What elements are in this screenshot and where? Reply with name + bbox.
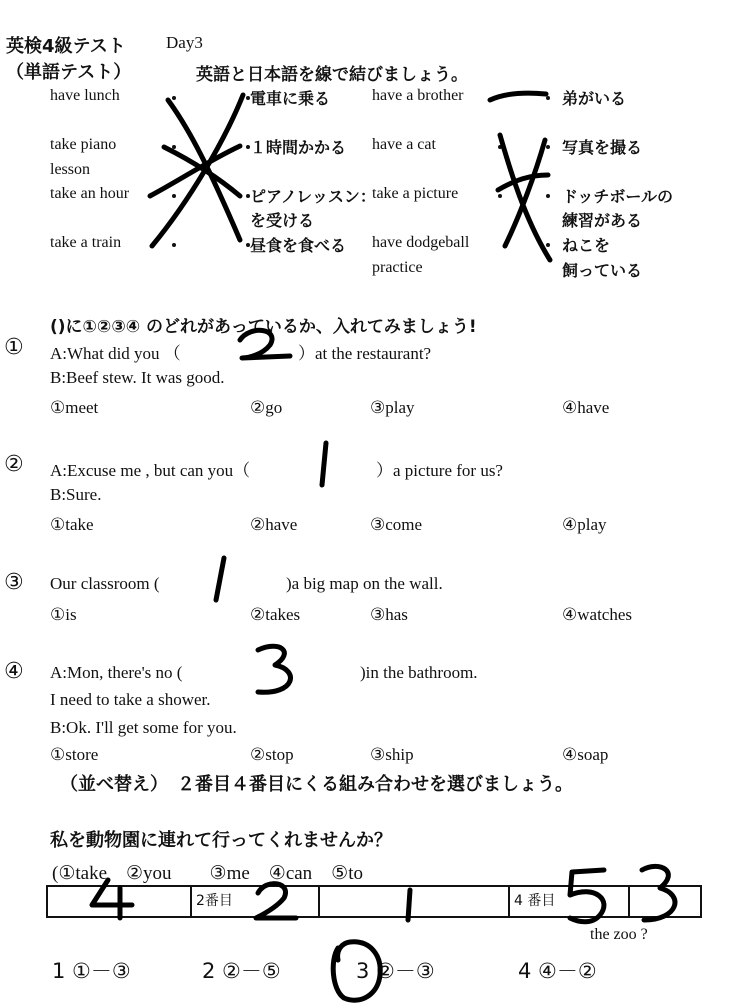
left-jp-3-text: ピアノレッスン (250, 187, 360, 206)
right-en-4: have dodgeball (372, 234, 470, 251)
cell-divider (190, 885, 192, 918)
q2-marker: ② (4, 452, 24, 477)
right-jp-4b: 飼っている (562, 261, 643, 280)
questions-instruction: ()に①②③④ のどれがあっているか、入れてみましょう! (50, 317, 477, 337)
q4-line2: I need to take a shower. (50, 690, 211, 709)
match-dot (172, 96, 176, 100)
q1-line1-prefix: A:What did you （ (50, 344, 181, 363)
match-dot (172, 145, 176, 149)
right-jp-3: ドッチボールの (562, 187, 674, 206)
q2-option-3: ③come (370, 515, 423, 534)
q1-option-4: ④have (562, 398, 610, 417)
q3-option-2: ②takes (250, 605, 301, 624)
handwritten-digit (216, 558, 224, 600)
left-jp-4: 昼食を食べる (250, 236, 347, 255)
cell-divider (508, 885, 510, 918)
choice-4: 4 ④－② (518, 959, 597, 983)
left-en-3: take an hour (50, 185, 130, 202)
day-label: Day3 (166, 33, 203, 52)
match-line (498, 175, 548, 190)
handwritten-digit (322, 443, 326, 485)
match-line (150, 146, 240, 196)
q4-option-3: ③ship (370, 745, 414, 764)
left-jp-3: ピアノレッスン： (250, 187, 376, 206)
q4-line1-prefix: A:Mon, there's no ( (50, 663, 183, 682)
choice-2: 2 ②－⑤ (202, 959, 281, 983)
right-jp-2: 写真を撮る (562, 138, 643, 157)
q3-option-4: ④watches (562, 605, 632, 624)
section-subtitle: （単語テスト） (6, 62, 132, 83)
q3-option-3: ③has (370, 605, 408, 624)
match-line (505, 140, 545, 246)
q4-line1-suffix: )in the bathroom. (360, 663, 478, 682)
q2-line1-prefix: A:Excuse me , but can you（ (50, 461, 251, 480)
test-title: 英検4級テスト (6, 36, 126, 57)
q4-option-4: ④soap (562, 745, 609, 764)
right-en-1: have a brother (372, 87, 464, 104)
choice-1: 1 ①－③ (52, 959, 131, 983)
match-dot (546, 96, 550, 100)
match-line (164, 147, 240, 196)
q1-line2: B:Beef stew. It was good. (50, 368, 225, 387)
match-dot (498, 145, 502, 149)
q3-marker: ③ (4, 570, 24, 595)
right-en-3: take a picture (372, 185, 459, 202)
left-en-2: take piano (50, 136, 117, 153)
q4-line3: B:Ok. I'll get some for you. (50, 718, 237, 737)
box-label-2nd: 2番目 (196, 893, 233, 909)
matching-instruction: 英語と日本語を線で結びましょう。 (196, 65, 468, 85)
choice-3: 3 ②－③ (356, 959, 435, 983)
match-line (152, 95, 243, 246)
left-en-2b: lesson (50, 161, 90, 178)
q2-line1-suffix: ）a picture for us? (376, 461, 503, 480)
reorder-answer-row (46, 885, 702, 918)
match-line (490, 93, 546, 100)
handwritten-digit (258, 646, 290, 692)
left-jp-1: 電車に乗る (250, 89, 331, 108)
q4-option-1: ①store (50, 745, 99, 764)
q3-line1-suffix: )a big map on the wall. (286, 574, 443, 593)
reorder-words: (①take ②you ③me ④can ⑤to (52, 863, 363, 884)
match-dot (172, 194, 176, 198)
right-en-4b: practice (372, 259, 423, 276)
q2-option-4: ④play (562, 515, 607, 534)
match-dot (546, 145, 550, 149)
reorder-tail: the zoo ? (590, 926, 648, 943)
q1-option-1: ①meet (50, 398, 99, 417)
q2-line2: B:Sure. (50, 485, 102, 504)
box-label-4th: 4 番目 (514, 893, 556, 909)
left-jp-3b: を受ける (250, 211, 315, 230)
match-line (168, 100, 240, 240)
left-en-1: have lunch (50, 87, 120, 104)
q1-marker: ① (4, 335, 24, 360)
q2-option-2: ②have (250, 515, 298, 534)
match-dot (498, 194, 502, 198)
right-en-2: have a cat (372, 136, 436, 153)
right-jp-3b: 練習がある (562, 211, 643, 230)
q1-option-3: ③play (370, 398, 415, 417)
cell-divider (628, 885, 630, 918)
match-dot (546, 243, 550, 247)
left-jp-2: １時間かかる (250, 138, 347, 157)
q4-marker: ④ (4, 659, 24, 684)
right-jp-1: 弟がいる (562, 89, 627, 108)
q4-option-2: ②stop (250, 745, 294, 764)
q3-line1-prefix: Our classroom ( (50, 574, 160, 593)
cell-divider (318, 885, 320, 918)
left-en-4: take a train (50, 234, 122, 251)
match-dot (546, 194, 550, 198)
match-line (500, 135, 550, 260)
reorder-sentence: 私を動物園に連れて行ってくれませんか？ (50, 830, 392, 851)
q3-option-1: ①is (50, 605, 77, 624)
q2-option-1: ①take (50, 515, 94, 534)
match-dot (172, 243, 176, 247)
right-jp-4: ねこを (562, 236, 611, 255)
q1-line1-suffix: ）at the restaurant? (298, 344, 432, 363)
reorder-instruction: （並べ替え） ２番目４番目にくる組み合わせを選びましょう。 (60, 774, 573, 795)
q1-option-2: ②go (250, 398, 283, 417)
